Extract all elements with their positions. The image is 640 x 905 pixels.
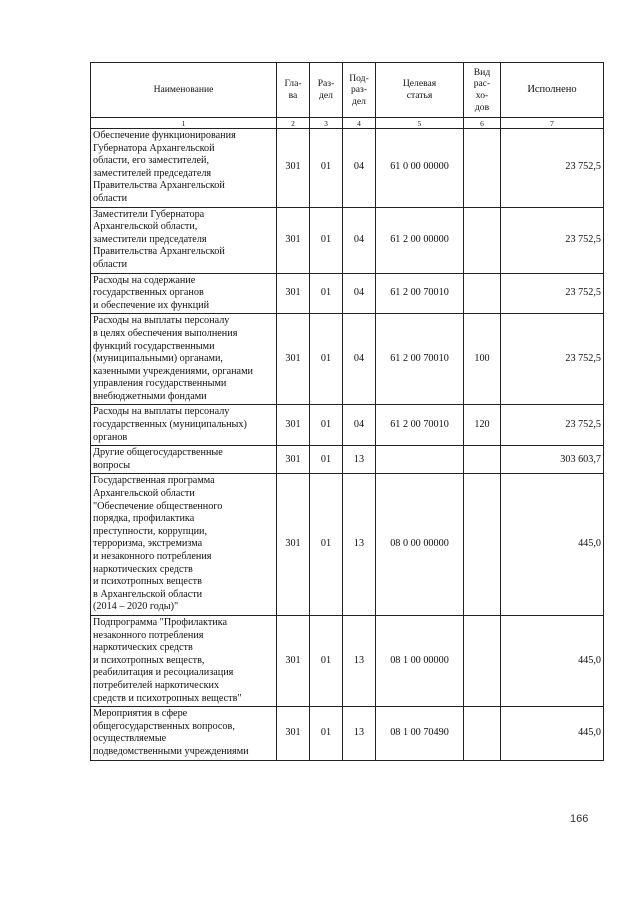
row-expense-type <box>464 615 501 706</box>
row-target: 08 1 00 00000 <box>376 615 464 706</box>
row-subsection: 04 <box>343 273 376 314</box>
row-name: Расходы на выплаты персоналу в целях обеспечения выполнения функций государственными (муниципальными) органами, казенными учреждениями, органами управления государственными внебюджетными фондами <box>91 314 277 405</box>
row-executed: 303 603,7 <box>501 446 604 474</box>
row-chapter: 301 <box>277 314 310 405</box>
column-number: 6 <box>464 118 501 129</box>
column-number: 5 <box>376 118 464 129</box>
row-name: Другие общегосударственные вопросы <box>91 446 277 474</box>
row-section: 01 <box>310 314 343 405</box>
table-row <box>91 273 604 314</box>
row-subsection: 04 <box>343 314 376 405</box>
table-row <box>91 446 604 474</box>
row-expense-type <box>464 474 501 616</box>
row-executed: 445,0 <box>501 615 604 706</box>
table-row <box>91 129 604 208</box>
row-target <box>376 446 464 474</box>
column-number: 7 <box>501 118 604 129</box>
column-number-row <box>91 118 604 129</box>
row-chapter: 301 <box>277 273 310 314</box>
row-name: Мероприятия в сфере общегосударственных вопросов, осуществляемые подведомственными учреждениями <box>91 707 277 760</box>
row-chapter: 301 <box>277 207 310 273</box>
row-target: 61 2 00 70010 <box>376 273 464 314</box>
header-target: Целевая статья <box>376 63 464 118</box>
header-name: Наименование <box>91 63 277 118</box>
row-executed: 445,0 <box>501 707 604 760</box>
table-row <box>91 405 604 446</box>
row-executed: 23 752,5 <box>501 129 604 208</box>
header-expense-type: Вид рас- хо- дов <box>464 63 501 118</box>
row-expense-type <box>464 707 501 760</box>
row-section: 01 <box>310 207 343 273</box>
row-executed: 23 752,5 <box>501 314 604 405</box>
row-expense-type <box>464 207 501 273</box>
row-target: 61 2 00 00000 <box>376 207 464 273</box>
table-header-row <box>91 63 604 118</box>
row-expense-type: 100 <box>464 314 501 405</box>
row-target: 61 2 00 70010 <box>376 405 464 446</box>
row-chapter: 301 <box>277 707 310 760</box>
table-row <box>91 314 604 405</box>
row-subsection: 04 <box>343 207 376 273</box>
row-chapter: 301 <box>277 129 310 208</box>
page-number: 166 <box>570 813 589 825</box>
row-name: Государственная программа Архангельской области "Обеспечение общественного порядка, профилактика преступности, коррупции, терроризма, экстремизма и незаконного потребления наркотических средств и психотропных веществ в Архангельской области (2014 – 2020 годы)" <box>91 474 277 616</box>
row-expense-type <box>464 129 501 208</box>
row-name: Обеспечение функционирования Губернатора Архангельской области, его заместителей, заместителей председателя Правительства Архангельской области <box>91 129 277 208</box>
row-executed: 445,0 <box>501 474 604 616</box>
row-name: Расходы на содержание государственных органов и обеспечение их функций <box>91 273 277 314</box>
row-name: Расходы на выплаты персоналу государственных (муниципальных) органов <box>91 405 277 446</box>
row-section: 01 <box>310 615 343 706</box>
row-chapter: 301 <box>277 446 310 474</box>
row-executed: 23 752,5 <box>501 273 604 314</box>
row-subsection: 04 <box>343 405 376 446</box>
table-row <box>91 207 604 273</box>
row-target: 61 0 00 00000 <box>376 129 464 208</box>
row-chapter: 301 <box>277 405 310 446</box>
row-expense-type <box>464 446 501 474</box>
row-expense-type <box>464 273 501 314</box>
row-subsection: 13 <box>343 474 376 616</box>
table-row <box>91 615 604 706</box>
column-number: 3 <box>310 118 343 129</box>
row-target: 61 2 00 70010 <box>376 314 464 405</box>
row-subsection: 13 <box>343 707 376 760</box>
row-name: Подпрограмма "Профилактика незаконного потребления наркотических средств и психотропных веществ, реабилитация и ресоциализация потребителей наркотических средств и психотропных веществ" <box>91 615 277 706</box>
budget-table <box>90 62 604 761</box>
header-chapter: Гла- ва <box>277 63 310 118</box>
column-number: 2 <box>277 118 310 129</box>
row-section: 01 <box>310 405 343 446</box>
row-section: 01 <box>310 707 343 760</box>
row-subsection: 13 <box>343 446 376 474</box>
row-section: 01 <box>310 273 343 314</box>
row-chapter: 301 <box>277 615 310 706</box>
row-target: 08 1 00 70490 <box>376 707 464 760</box>
table-row <box>91 474 604 616</box>
row-chapter: 301 <box>277 474 310 616</box>
table-row <box>91 707 604 760</box>
row-section: 01 <box>310 129 343 208</box>
header-executed: Исполнено <box>501 63 604 118</box>
header-section: Раз- дел <box>310 63 343 118</box>
row-subsection: 13 <box>343 615 376 706</box>
row-executed: 23 752,5 <box>501 207 604 273</box>
column-number: 1 <box>91 118 277 129</box>
row-subsection: 04 <box>343 129 376 208</box>
row-expense-type: 120 <box>464 405 501 446</box>
row-section: 01 <box>310 474 343 616</box>
row-name: Заместители Губернатора Архангельской области, заместители председателя Правительства Архангельской области <box>91 207 277 273</box>
row-target: 08 0 00 00000 <box>376 474 464 616</box>
column-number: 4 <box>343 118 376 129</box>
row-executed: 23 752,5 <box>501 405 604 446</box>
row-section: 01 <box>310 446 343 474</box>
header-subsection: Под- раз- дел <box>343 63 376 118</box>
